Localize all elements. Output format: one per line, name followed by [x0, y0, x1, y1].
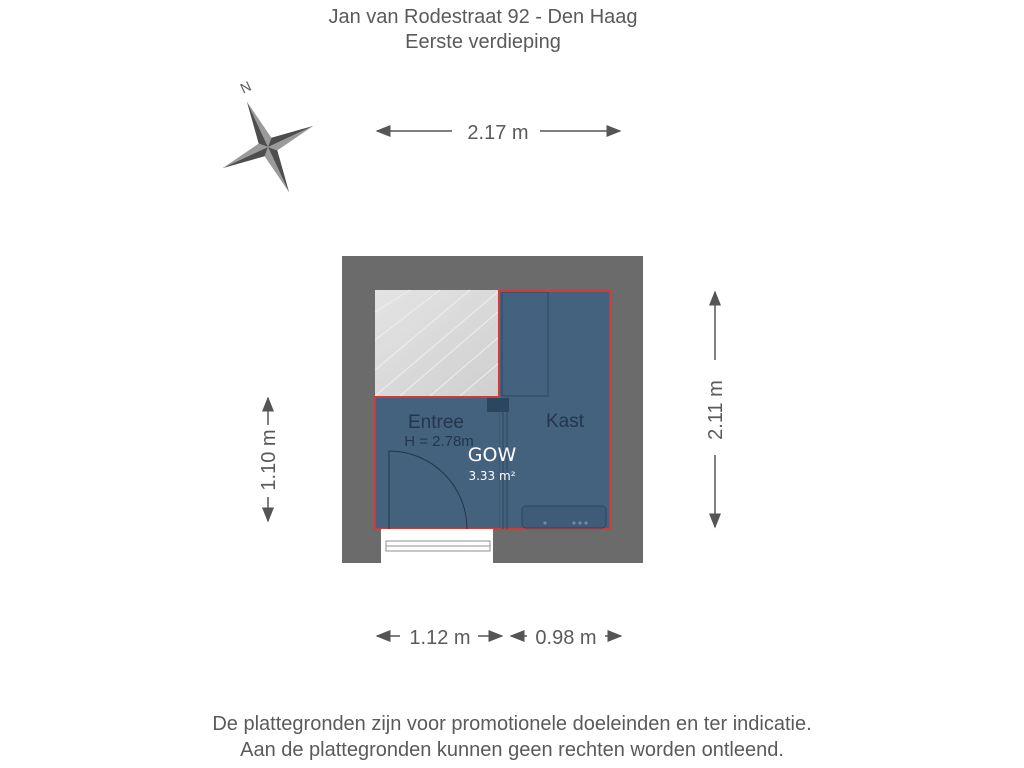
room-kast-label: Kast: [545, 411, 585, 432]
address-title: Jan van Rodestraat 92 - Den Haag: [328, 6, 638, 28]
room-entree-label: Entree: [408, 412, 464, 433]
area-code-label: GOW: [467, 444, 517, 466]
fixture-dot: [543, 521, 546, 524]
footer-disclaimer-line1: De plattegronden zijn voor promotionele doeleinden en ter indicatie.: [212, 713, 812, 735]
dim-bottom-right: 0.98 m: [535, 627, 597, 649]
fixture-dot: [572, 521, 575, 524]
partition-post: [487, 398, 509, 412]
dim-right-height: 2.11 m: [705, 380, 727, 440]
area-size-label: 3.33 m²: [468, 469, 516, 483]
compass-north-label: N: [237, 77, 254, 97]
footer-disclaimer-line2: Aan de plattegronden kunnen geen rechten worden ontleend.: [240, 739, 784, 761]
fixture-dot: [584, 521, 587, 524]
floor-subtitle: Eerste verdieping: [405, 31, 561, 53]
dim-bottom-left: 1.12 m: [409, 627, 471, 649]
compass-rose-icon: [202, 81, 335, 214]
stairwell: [375, 290, 500, 396]
room-entree-height: H = 2.78m: [404, 433, 474, 450]
fixture-dot: [578, 521, 581, 524]
kast-fixture: [522, 506, 606, 528]
dim-left-height: 1.10 m: [258, 429, 280, 491]
kast-shelf: [502, 292, 548, 396]
dim-top-width: 2.17 m: [467, 122, 529, 144]
